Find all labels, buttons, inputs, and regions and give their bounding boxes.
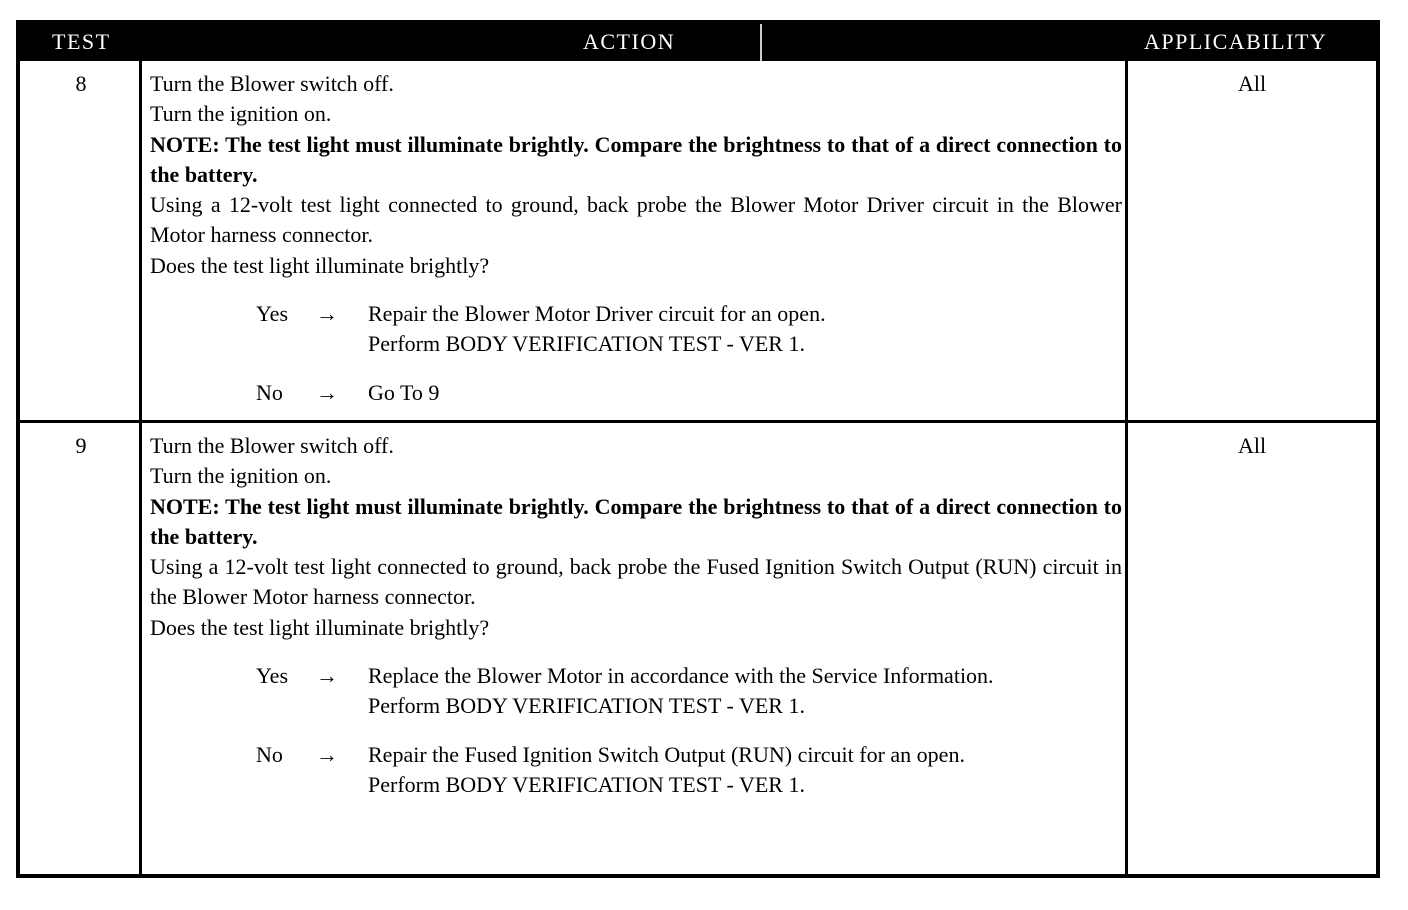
action-cell — [150, 431, 1122, 800]
instruction-line: Turn the Blower switch off. — [150, 71, 394, 96]
right-arrow-icon: → — [316, 741, 338, 767]
instruction-line: Turn the ignition on. — [150, 463, 332, 489]
response-text: Perform BODY VERIFICATION TEST - VER 1. — [368, 693, 805, 719]
note-text: NOTE: The test light must illuminate brightly. Compare the brightness to that of a direct connection to the battery. — [150, 131, 1122, 187]
yes-label: Yes — [256, 663, 289, 689]
question-text: Does the test light illuminate brightly? — [150, 614, 490, 640]
instruction-line: Turn the Blower switch off. — [150, 433, 394, 458]
yes-response — [256, 661, 1122, 722]
response-text: Perform BODY VERIFICATION TEST - VER 1. — [368, 331, 805, 357]
response-text: Replace the Blower Motor in accordance with the Service Information. — [368, 663, 994, 689]
right-arrow-icon: → — [316, 663, 338, 689]
table-header — [20, 24, 1376, 61]
header-test: TEST — [52, 29, 111, 54]
no-label: No — [256, 741, 283, 767]
yes-response — [256, 299, 1122, 360]
instruction-line: Turn the ignition on. — [150, 101, 332, 127]
test-number: 9 — [75, 433, 87, 458]
response-text: Perform BODY VERIFICATION TEST - VER 1. — [368, 771, 805, 797]
test-number: 8 — [75, 71, 87, 96]
action-cell — [150, 69, 1122, 408]
no-response — [256, 378, 1122, 408]
header-divider — [760, 24, 762, 61]
response-text: Repair the Blower Motor Driver circuit for an open. — [368, 301, 826, 327]
yes-label: Yes — [256, 301, 289, 327]
table-row-test-8 — [20, 61, 1376, 420]
instruction-line: Using a 12-volt test light connected to ground, back probe the Blower Motor Driver circuit in the Blower Motor harness connector. — [150, 192, 1122, 248]
no-response — [256, 740, 1122, 801]
no-label: No — [256, 379, 283, 405]
applicability-value: All — [1237, 433, 1267, 458]
response-text: Repair the Fused Ignition Switch Output (RUN) circuit for an open. — [368, 741, 965, 767]
header-action: ACTION — [583, 29, 676, 54]
diagnostic-test-table — [16, 20, 1380, 878]
table-row-test-9 — [20, 423, 1376, 878]
right-arrow-icon: → — [316, 301, 338, 327]
applicability-value: All — [1237, 71, 1267, 96]
note-text: NOTE: The test light must illuminate brightly. Compare the brightness to that of a direct connection to the battery. — [150, 493, 1122, 549]
header-applicability: APPLICABILITY — [1144, 29, 1328, 54]
right-arrow-icon: → — [316, 379, 338, 405]
instruction-line: Using a 12-volt test light connected to ground, back probe the Fused Ignition Switch Output (RUN) circuit in the Blower Motor harness connector. — [150, 554, 1122, 610]
question-text: Does the test light illuminate brightly? — [150, 252, 490, 278]
goto-link[interactable]: Go To 9 — [368, 379, 440, 405]
